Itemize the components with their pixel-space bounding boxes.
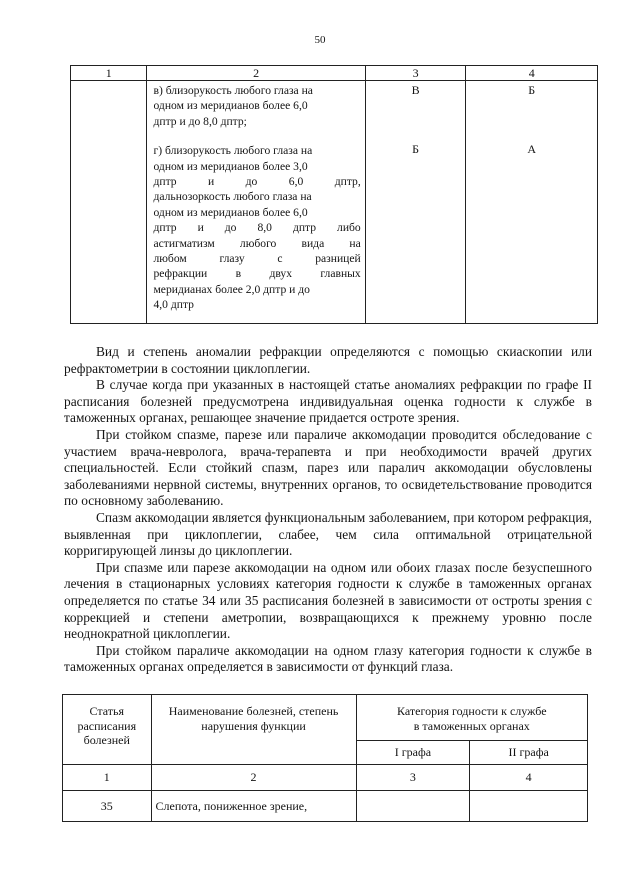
category-value: А [527, 142, 537, 156]
table-number-row [63, 765, 588, 791]
header-col-2: 2 [147, 66, 365, 81]
text-line: дптр и до 8,0 дптр; [153, 114, 247, 128]
page-number: 50 [314, 34, 326, 46]
header-column-II: II графа [470, 741, 588, 765]
article-number: 35 [63, 791, 152, 822]
category-value: Б [412, 142, 420, 156]
text-line: 4,0 дптр [153, 298, 194, 312]
top-criteria-table [70, 65, 598, 324]
text-line: Категория годности к службе [397, 704, 547, 718]
text-line: Наименование болезней, степень [168, 704, 339, 718]
paragraph: Вид и степень аномалии рефракции определяются с помощью скиаскопии или рефрактометрии в состоянии циклоплегии. [64, 344, 592, 376]
header-disease-name [151, 695, 356, 765]
disease-name: Слепота, пониженное зрение, [151, 791, 356, 822]
text-line: расписания [77, 718, 137, 733]
text-line: болезней [83, 733, 130, 748]
table-header-row [71, 66, 598, 81]
text-line: дптр и до 6,0 дптр, [153, 175, 361, 189]
text-line: нарушения функции [201, 718, 306, 733]
header-category [356, 695, 587, 741]
text-line: любом глазу с разницей [153, 252, 361, 266]
text-line: в таможенных органах [413, 718, 530, 733]
category-col-4 [466, 81, 598, 324]
number-cell: 2 [151, 765, 356, 791]
criteria-item-v [153, 83, 360, 129]
disease-schedule-table [62, 694, 588, 822]
text-line: дптр и до 8,0 дптр либо [153, 221, 361, 235]
text-line: дальнозоркость любого глаза на [153, 190, 312, 204]
category-value: Б [528, 83, 536, 97]
header-column-I: I графа [356, 741, 470, 765]
criteria-item-g [153, 143, 360, 312]
paragraph: В случае когда при указанных в настоящей статье аномалиях рефракции по графе II расписания болезней предусмотрена индивидуальная оценка годности к службе в таможенных органах, решающее значение придается остроте зрения. [64, 377, 592, 426]
table-row [63, 791, 588, 822]
criteria-cell [147, 81, 365, 324]
text-line: одном из меридианов более 6,0 [153, 205, 308, 219]
text-line: астигматизм любого вида на [153, 236, 361, 250]
paragraph: При стойком параличе аккомодации на одном глазу категория годности к службе в таможенных органах определяется в зависимости от функций глаза. [64, 642, 592, 675]
header-article [63, 695, 152, 765]
text-line: одном из меридианов более 6,0 [153, 99, 308, 113]
category-col-4 [470, 791, 588, 822]
table-row [71, 81, 598, 324]
category-value: В [411, 83, 420, 97]
body-text [64, 344, 592, 676]
text-line: г) близорукость любого глаза на [153, 144, 313, 158]
number-cell: 1 [63, 765, 152, 791]
number-cell: 4 [470, 765, 588, 791]
category-col-3 [365, 81, 466, 324]
category-col-3 [356, 791, 470, 822]
text-line: меридианах более 2,0 дптр и до [153, 282, 310, 296]
article-cell [71, 81, 147, 324]
text-line: рефракции в двух главных [153, 267, 361, 281]
text-line: в) близорукость любого глаза на [153, 84, 313, 97]
paragraph: При стойком спазме, парезе или параличе аккомодации проводится обследование с участием врача-невролога, врача-терапевта и при необходимости врачей других специальностей. Если стойкий спазм, парез или паралич аккомодации обусловлены заболеваниями нервной системы, внутренних органов, то освидетельствование проводится по основному заболеванию. [64, 426, 592, 509]
table-header-row [63, 695, 588, 741]
paragraph: Спазм аккомодации является функциональным заболеванием, при котором рефракция, выявленная при циклоплегии, слабее, чем сила оптимальной отрицательной корригирующей линзы до циклоплегии. [64, 509, 592, 559]
text-line: одном из меридианов более 3,0 [153, 159, 308, 173]
header-col-4: 4 [466, 66, 598, 81]
text-line: Статья [89, 704, 125, 718]
number-cell: 3 [356, 765, 470, 791]
paragraph: При спазме или парезе аккомодации на одном или обоих глазах после безуспешного лечения в стационарных условиях категория годности к службе в таможенных органах определяется по статье 34 или 35 расписания болезней в зависимости от остроты зрения с коррекцией и степени аметропии, возвращающихся к прежнему уровню после неоднократной циклоплегии. [64, 559, 592, 642]
header-col-3: 3 [365, 66, 466, 81]
header-col-1: 1 [71, 66, 147, 81]
